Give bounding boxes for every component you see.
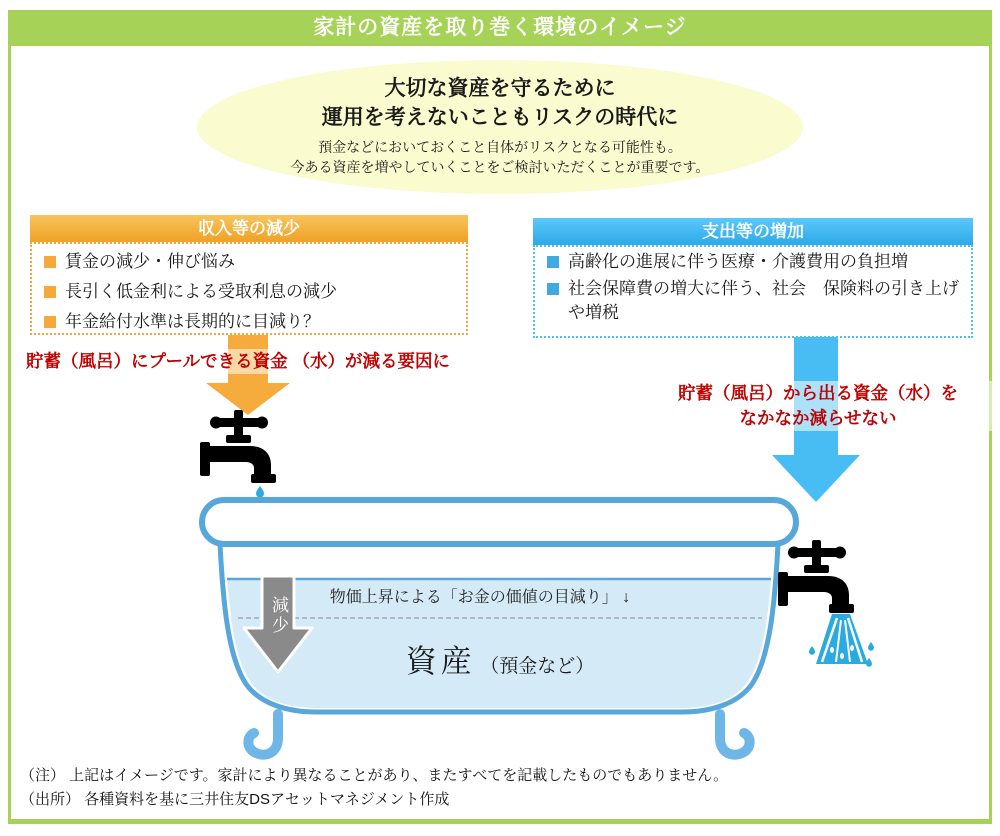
outflow-caption-line1: 貯蓄（風呂）から出る資金（水）を: [678, 383, 958, 403]
bullet-square-icon: [44, 286, 56, 298]
tub-foot-right: [720, 714, 750, 755]
list-item: [32, 304, 466, 334]
bullet-square-icon: [44, 316, 56, 328]
footnote: （注） 上記はイメージです。家計により異なることがあり、またすべてを記載したものでもありません。: [20, 767, 729, 784]
bullet-square-icon: [547, 283, 559, 295]
list-item: [32, 274, 466, 304]
income-box-header: 収入等の減少: [30, 215, 468, 242]
asset-label-line: [280, 636, 720, 681]
expense-box-list: [533, 245, 973, 338]
list-item-label: 年金給付水準は長期的に目減り？: [65, 312, 320, 331]
list-item: [32, 244, 466, 274]
income-box-list: [30, 242, 468, 335]
list-item-label: 高齢化の進展に伴う医療・介護費用の負担増: [568, 252, 908, 271]
tub-rim: [202, 500, 796, 544]
bullet-square-icon: [44, 256, 56, 268]
inflow-faucet-icon: [198, 408, 290, 504]
outflow-caption: [643, 381, 993, 431]
key-message-title-line1: 大切な資産を守るために: [384, 77, 616, 100]
asset-sub-label: （預金など）: [480, 656, 595, 677]
asset-label: 資産: [405, 644, 476, 679]
list-item-label: 長引く低金利による受取利息の減少: [65, 282, 337, 301]
key-message-title-line2: 運用を考えないこともリスクの時代に: [321, 106, 679, 129]
outflow-faucet-icon: [776, 538, 876, 668]
list-item-label: 賃金の減少・伸び悩み: [65, 252, 235, 271]
decrease-arrow-label: 減少: [269, 596, 288, 636]
source-note: （出所） 各種資料を基に三井住友DSアセットマネジメント作成: [20, 791, 450, 808]
outflow-caption-line2: なかなか減らせない: [739, 408, 897, 428]
price-erosion-note: 物価上昇による「お金の価値の目減り」 ↓: [329, 589, 631, 606]
inflow-caption: 貯蓄（風呂）にプールできる資金 （水）が減る要因に: [26, 349, 496, 374]
key-message-sub-line1: 預金などにおいておくこと自体がリスクとなる可能性も。: [318, 139, 682, 155]
tub-foot-left: [248, 714, 278, 755]
list-item: [535, 247, 971, 274]
expense-box-header: 支出等の増加: [533, 218, 973, 245]
page-title: 家計の資産を取り巻く環境のイメージ: [8, 10, 992, 46]
key-message-ellipse: [197, 60, 803, 194]
list-item-label: 社会保障費の増大に伴う、社会 保険料の引き上げや増税: [568, 279, 959, 322]
list-item: [535, 274, 971, 325]
bullet-square-icon: [547, 256, 559, 268]
water-spray: [809, 614, 874, 667]
key-message-sub-line2: 今ある資産を増やしていくことをご検討いただくことが重要です。: [290, 159, 710, 175]
